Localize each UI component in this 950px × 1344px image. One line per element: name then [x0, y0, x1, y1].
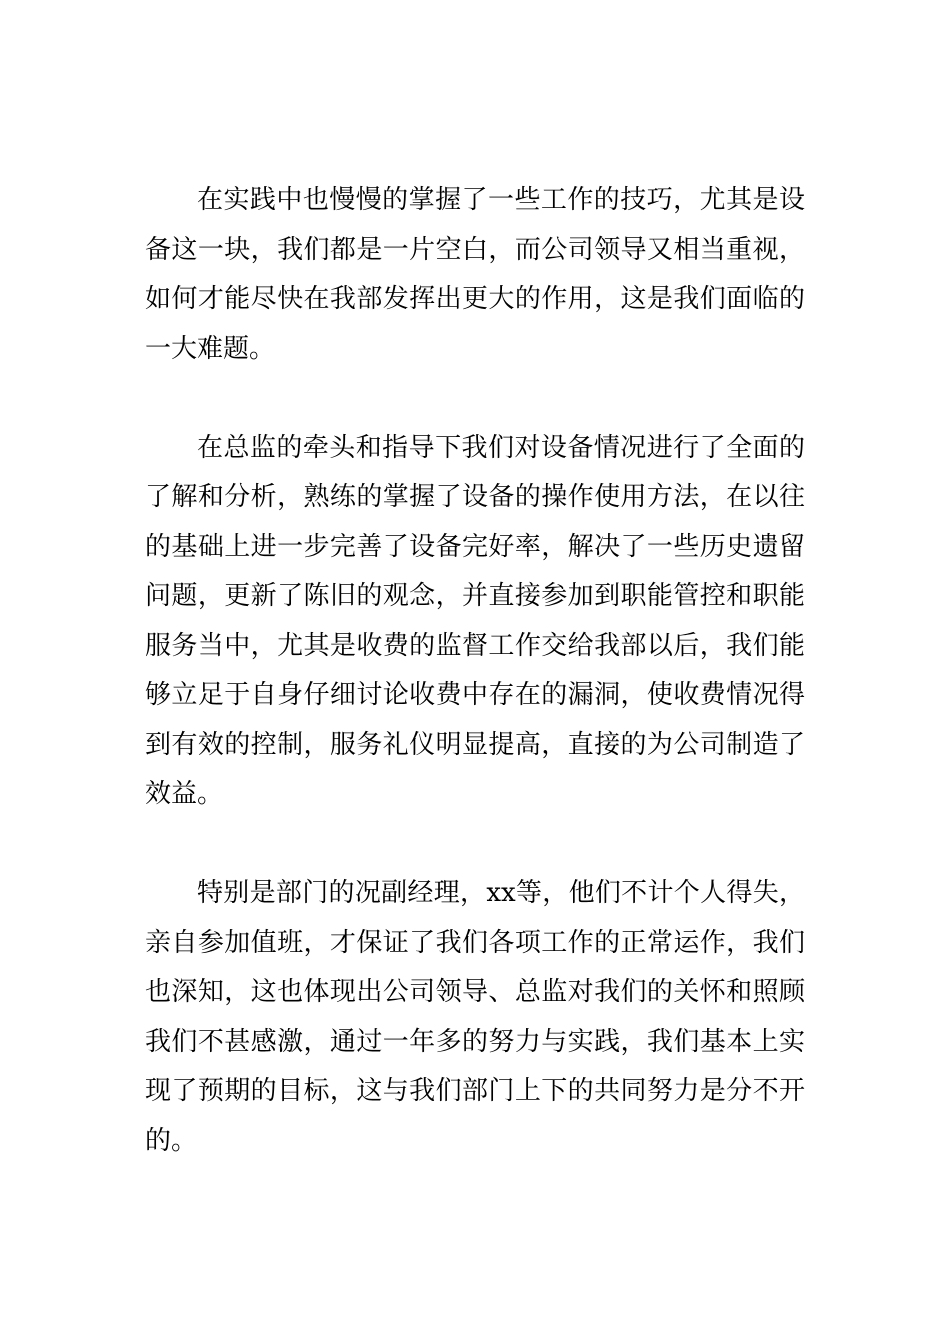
paragraph-3: 特别是部门的况副经理，xx等，他们不计个人得失，亲自参加值班，才保证了我们各项工作的正常运作，我们也深知，这也体现出公司领导、总监对我们的关怀和照顾我们不甚感激，通过一年多的努力与实践，我们基本上实现了预期的目标，这与我们部门上下的共同努力是分不开的。: [145, 878, 805, 1156]
document-body: [145, 176, 805, 1166]
paragraph-2: 在总监的牵头和指导下我们对设备情况进行了全面的了解和分析，熟练的掌握了设备的操作使用方法，在以往的基础上进一步完善了设备完好率，解决了一些历史遗留问题，更新了陈旧的观念，并直接参加到职能管控和职能服务当中，尤其是收费的监督工作交给我部以后，我们能够立足于自身仔细讨论收费中存在的漏洞，使收费情况得到有效的控制，服务礼仪明显提高，直接的为公司制造了效益。: [145, 432, 805, 809]
paragraph-1: 在实践中也慢慢的掌握了一些工作的技巧，尤其是设备这一块，我们都是一片空白，而公司领导又相当重视，如何才能尽快在我部发挥出更大的作用，这是我们面临的一大难题。: [145, 185, 805, 364]
